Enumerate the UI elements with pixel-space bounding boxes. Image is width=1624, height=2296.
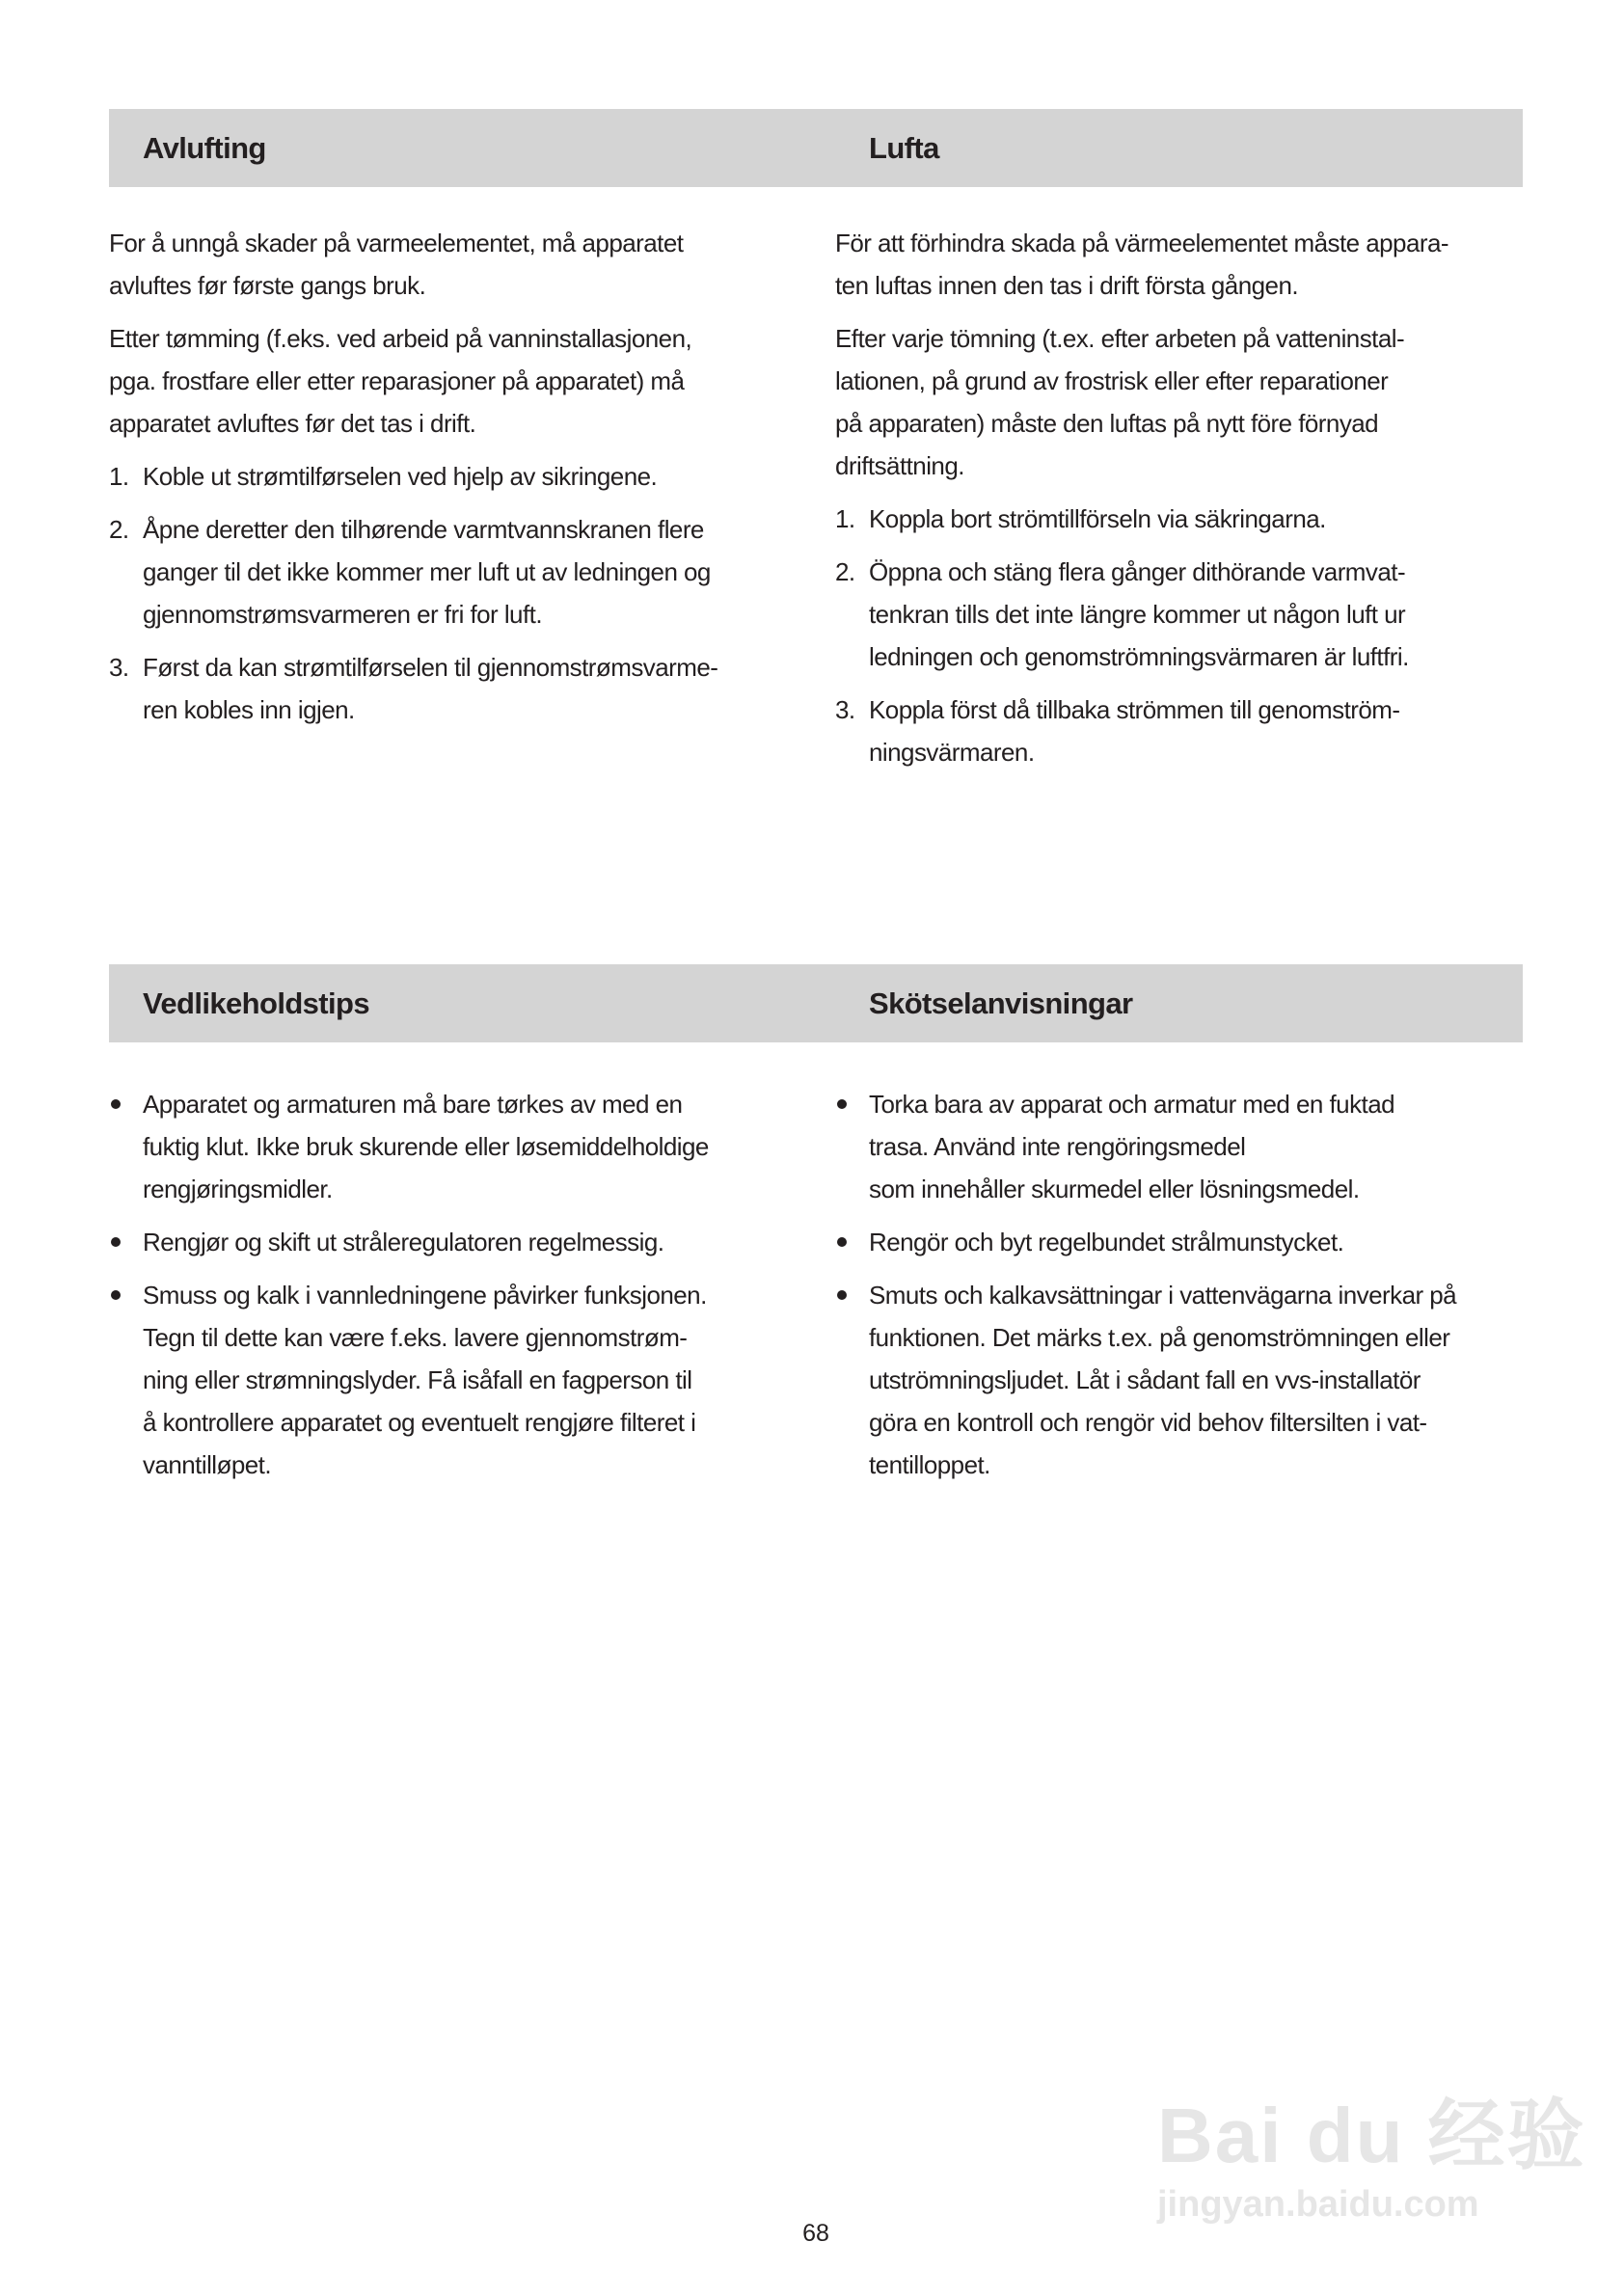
text-line: trasa. Använd inte rengöringsmedel [869, 1132, 1246, 1161]
text-line: Rengör och byt regelbundet strålmunstycket. [869, 1228, 1344, 1256]
list-item [835, 1083, 1510, 1210]
text-line: som innehåller skurmedel eller lösningsmedel. [869, 1175, 1360, 1203]
text-line: pga. frostfare eller etter reparasjoner på apparatet) må [109, 366, 685, 395]
list-item [109, 1274, 784, 1486]
text-line: Koble ut strømtilførselen ved hjelp av sikringene. [143, 462, 658, 491]
list-number: 3. [835, 695, 855, 724]
section-heading: Vedlikeholdstips [143, 986, 370, 1020]
text-line: Efter varje tömning (t.ex. efter arbeten på vatteninstal- [835, 324, 1405, 353]
text-line: Åpne deretter den tilhørende varmtvannskranen flere [143, 515, 704, 544]
bullet-icon [111, 1237, 121, 1247]
list-number: 2. [835, 557, 855, 586]
section-header-band [109, 109, 1523, 187]
list-number: 2. [109, 515, 129, 544]
text-line: Smuts och kalkavsättningar i vattenvägarna inverkar på [869, 1281, 1457, 1310]
list-item [835, 1221, 1510, 1263]
column-right [835, 222, 1510, 784]
section-heading: Lufta [869, 131, 939, 165]
list-number: 3. [109, 653, 129, 682]
text-line: avluftes før første gangs bruk. [109, 271, 426, 300]
text-line: ten luftas innen den tas i drift första gången. [835, 271, 1299, 300]
section-heading: Skötselanvisningar [869, 986, 1133, 1020]
text-line: utströmningsljudet. Låt i sådant fall en vvs-installatör [869, 1365, 1421, 1394]
list-item [109, 455, 784, 498]
watermark-logo [1157, 2073, 1586, 2226]
bullet-icon [837, 1099, 847, 1109]
text-line: tentilloppet. [869, 1450, 990, 1479]
text-line: ren kobles inn igjen. [143, 695, 355, 724]
text-line: å kontrollere apparatet og eventuelt rengjøre filteret i [143, 1408, 696, 1437]
list-item [109, 646, 784, 731]
list-number: 1. [109, 462, 129, 491]
text-line: fuktig klut. Ikke bruk skurende eller løsemiddelholdige [143, 1132, 709, 1161]
column-left [109, 1083, 784, 1497]
text-line: göra en kontroll och rengör vid behov filtersilten i vat- [869, 1408, 1427, 1437]
watermark-logo-text: Bai du 经验 [1157, 2093, 1586, 2178]
text-line: ning eller strømningslyder. Få isåfall en fagperson til [143, 1365, 692, 1394]
text-line: vanntilløpet. [143, 1450, 272, 1479]
section-heading: Avlufting [143, 131, 266, 165]
text-line: Etter tømming (f.eks. ved arbeid på vanninstallasjonen, [109, 324, 692, 353]
text-line: För att förhindra skada på värmeelementet måste appara- [835, 229, 1448, 257]
text-line: apparatet avluftes før det tas i drift. [109, 409, 476, 438]
text-line: Tegn til dette kan være f.eks. lavere gjennomstrøm- [143, 1323, 688, 1352]
text-line: ganger til det ikke kommer mer luft ut av ledningen og [143, 557, 711, 586]
text-line: funktionen. Det märks t.ex. på genomströmningen eller [869, 1323, 1450, 1352]
text-line: rengjøringsmidler. [143, 1175, 333, 1203]
text-line: driftsättning. [835, 451, 964, 480]
text-line: ledningen och genomströmningsvärmaren är luftfri. [869, 642, 1409, 671]
list-item [835, 498, 1510, 540]
column-left [109, 222, 784, 742]
column-right [835, 1083, 1510, 1497]
paragraph [109, 222, 784, 307]
paragraph [835, 222, 1510, 307]
page-number: 68 [802, 2220, 829, 2247]
paragraph [835, 317, 1510, 487]
bullet-icon [837, 1237, 847, 1247]
watermark-url: jingyan.baidu.com [1157, 2184, 1479, 2225]
text-line: Koppla bort strömtillförseln via säkringarna. [869, 504, 1326, 533]
list-item [109, 1221, 784, 1263]
text-line: på apparaten) måste den luftas på nytt före förnyad [835, 409, 1379, 438]
section-header-band [109, 964, 1523, 1042]
text-line: Öppna och stäng flera gånger dithörande varmvat- [869, 557, 1406, 586]
text-line: Rengjør og skift ut stråleregulatoren regelmessig. [143, 1228, 664, 1256]
text-line: Apparatet og armaturen må bare tørkes av med en [143, 1090, 683, 1119]
text-line: Smuss og kalk i vannledningene påvirker funksjonen. [143, 1281, 707, 1310]
text-line: Torka bara av apparat och armatur med en fuktad [869, 1090, 1395, 1119]
list-number: 1. [835, 504, 855, 533]
bullet-icon [111, 1099, 121, 1109]
list-item [835, 689, 1510, 773]
list-item [835, 551, 1510, 678]
text-line: lationen, på grund av frostrisk eller efter reparationer [835, 366, 1389, 395]
paragraph [109, 317, 784, 445]
text-line: tenkran tills det inte längre kommer ut någon luft ur [869, 600, 1406, 629]
text-line: Koppla först då tillbaka strömmen till genomström- [869, 695, 1400, 724]
list-item [109, 1083, 784, 1210]
text-line: Først da kan strømtilførselen til gjennomstrømsvarme- [143, 653, 718, 682]
text-line: ningsvärmaren. [869, 738, 1035, 767]
bullet-icon [837, 1290, 847, 1300]
list-item [109, 508, 784, 635]
text-line: gjennomstrømsvarmeren er fri for luft. [143, 600, 542, 629]
bullet-icon [111, 1290, 121, 1300]
list-item [835, 1274, 1510, 1486]
text-line: For å unngå skader på varmeelementet, må apparatet [109, 229, 684, 257]
